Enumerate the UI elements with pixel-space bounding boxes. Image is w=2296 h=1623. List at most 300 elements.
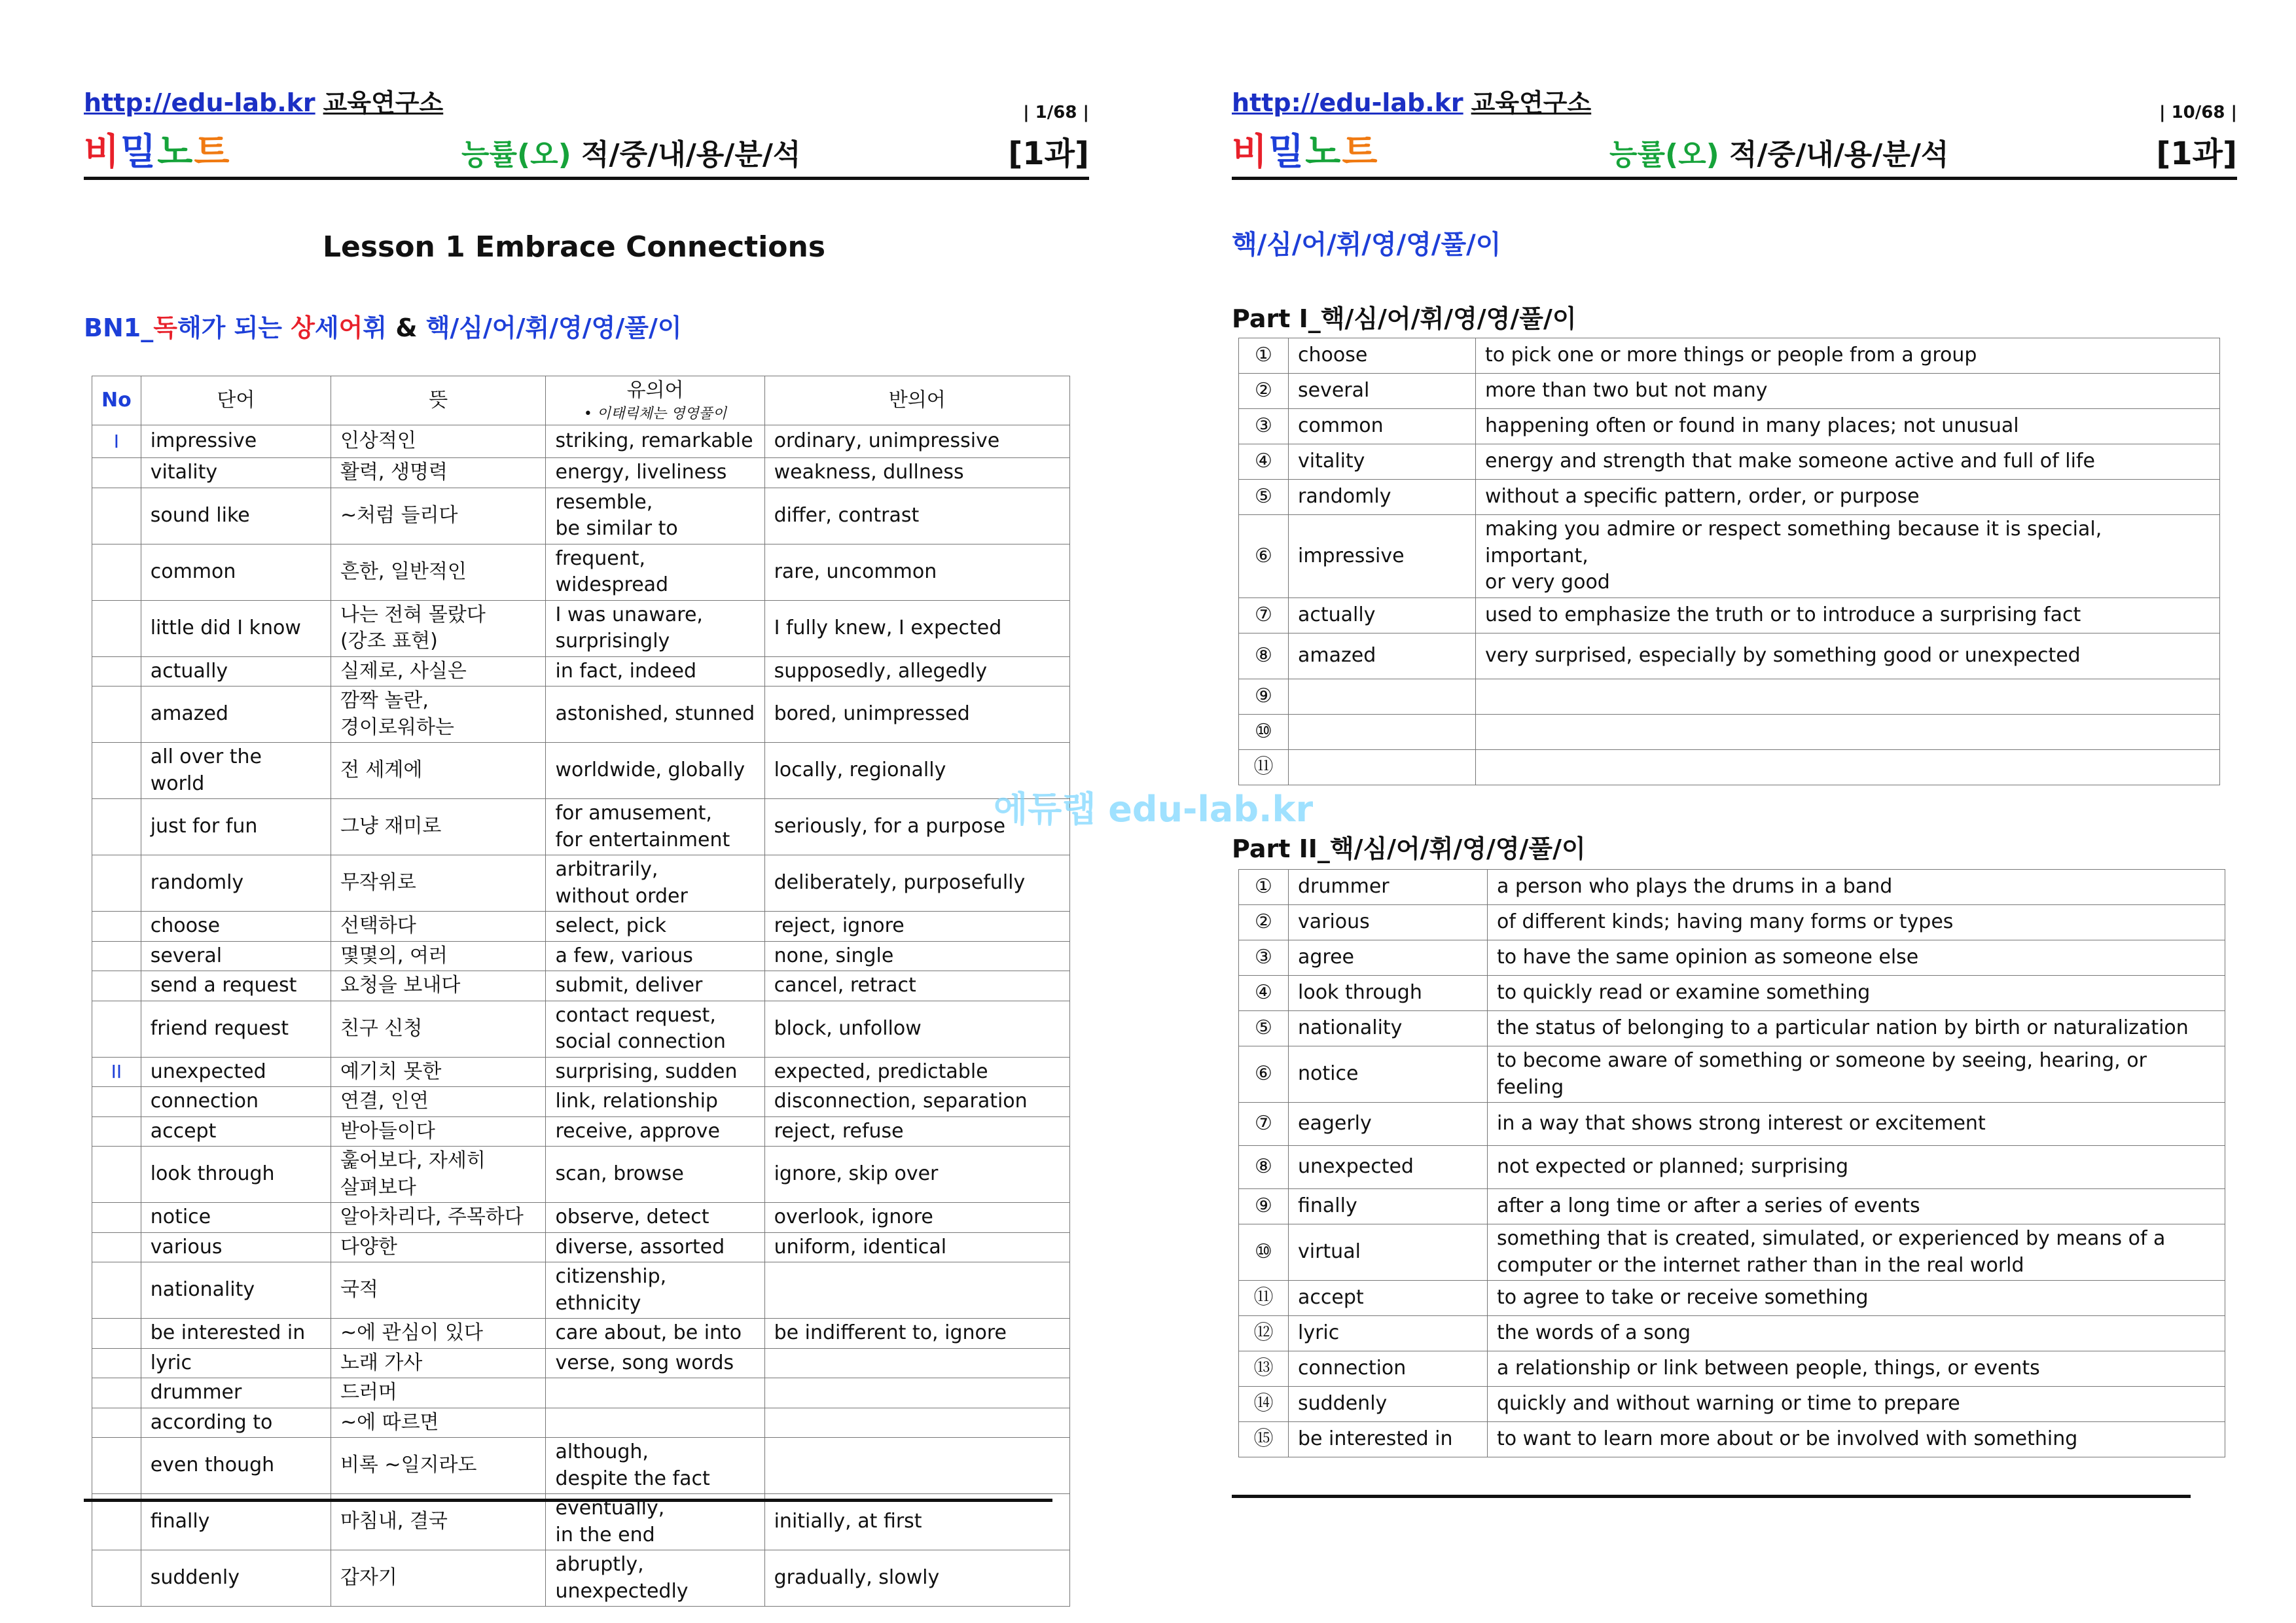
part1-definitions-table — [1238, 338, 2220, 785]
row-no — [92, 1408, 141, 1438]
brand-char: 밀 — [120, 131, 158, 173]
row-index: ⑮ — [1239, 1422, 1289, 1457]
row-index: ④ — [1239, 444, 1289, 480]
row-synonym: arbitrarily, without order — [546, 855, 764, 912]
row-word: all over the world — [141, 743, 331, 799]
table-row — [92, 488, 1070, 544]
row-no — [92, 1203, 141, 1233]
row-no — [92, 1232, 141, 1262]
header-word: 단어 — [141, 376, 331, 425]
row-synonym: frequent, widespread — [546, 544, 764, 600]
header-url-line — [1232, 82, 1591, 118]
row-definition: of different kinds; having many forms or types — [1488, 905, 2225, 940]
site-link[interactable]: http://edu-lab.kr — [1232, 88, 1463, 117]
row-no — [92, 743, 141, 799]
section-title-part: 세 — [314, 313, 339, 342]
row-antonym: uniform, identical — [764, 1232, 1069, 1262]
definition-row — [1239, 480, 2220, 515]
row-synonym: although, despite the fact — [546, 1438, 764, 1494]
row-word: finally — [141, 1494, 331, 1550]
definition-row — [1239, 1011, 2225, 1046]
row-no — [92, 1348, 141, 1378]
row-synonym: eventually, in the end — [546, 1494, 764, 1550]
header-subtitle — [1609, 131, 1948, 173]
row-definition: the words of a song — [1488, 1316, 2225, 1351]
row-index: ⑪ — [1239, 749, 1289, 785]
row-word: actually — [1289, 597, 1476, 633]
row-no — [92, 1438, 141, 1494]
subtitle-text: 적/중/내/용/분/석 — [1719, 138, 1949, 171]
row-definition: in a way that shows strong interest or excitement — [1488, 1103, 2225, 1146]
row-synonym: a few, various — [546, 941, 764, 971]
row-word: amazed — [1289, 633, 1476, 679]
brand-char: 비 — [84, 131, 121, 173]
table-row — [92, 1438, 1070, 1494]
row-word — [1289, 749, 1476, 785]
definition-row — [1239, 749, 2220, 785]
row-antonym: deliberately, purposefully — [764, 855, 1069, 912]
row-synonym: abruptly, unexpectedly — [546, 1550, 764, 1607]
row-word: connection — [141, 1087, 331, 1117]
row-definition: a relationship or link between people, things, or events — [1488, 1351, 2225, 1387]
row-synonym: striking, remarkable — [546, 425, 764, 458]
definition-row — [1239, 1422, 2225, 1457]
table-row — [92, 1057, 1070, 1087]
institute-label: 교육연구소 — [323, 88, 444, 117]
row-meaning: 마침내, 결국 — [331, 1494, 546, 1550]
row-no — [92, 1116, 141, 1147]
row-word: randomly — [141, 855, 331, 912]
row-definition: making you admire or respect something because it is special, important, or very good — [1476, 515, 2220, 598]
row-index: ⑦ — [1239, 1103, 1289, 1146]
definition-row — [1239, 1351, 2225, 1387]
definition-row — [1239, 1387, 2225, 1422]
row-word: eagerly — [1289, 1103, 1488, 1146]
header-divider — [1232, 177, 2237, 180]
row-synonym: resemble, be similar to — [546, 488, 764, 544]
row-index: ⑪ — [1239, 1281, 1289, 1316]
definition-row — [1239, 940, 2225, 976]
row-meaning: 친구 신청 — [331, 1001, 546, 1057]
definition-row — [1239, 444, 2220, 480]
row-synonym: care about, be into — [546, 1319, 764, 1349]
row-no — [92, 1147, 141, 1203]
row-index: ⑥ — [1239, 1046, 1289, 1103]
row-word: agree — [1289, 940, 1488, 976]
row-index: ② — [1239, 374, 1289, 409]
site-link[interactable]: http://edu-lab.kr — [84, 88, 315, 117]
row-synonym: scan, browse — [546, 1147, 764, 1203]
row-antonym: none, single — [764, 941, 1069, 971]
row-no — [92, 1319, 141, 1349]
row-index: ⑤ — [1239, 480, 1289, 515]
row-meaning: ~에 관심이 있다 — [331, 1319, 546, 1349]
table-row — [92, 1348, 1070, 1378]
row-antonym: differ, contrast — [764, 488, 1069, 544]
header-synonym — [546, 376, 764, 425]
row-meaning: 예기치 못한 — [331, 1057, 546, 1087]
row-index: ⑨ — [1239, 1189, 1289, 1224]
row-definition: not expected or planned; surprising — [1488, 1146, 2225, 1189]
row-no — [92, 799, 141, 855]
row-definition — [1476, 749, 2220, 785]
row-synonym: energy, liveliness — [546, 458, 764, 488]
row-index: ③ — [1239, 409, 1289, 444]
definition-row — [1239, 515, 2220, 598]
row-definition: something that is created, simulated, or experienced by means of a computer or the internet rather than in the real world — [1488, 1224, 2225, 1281]
page-number: | 1/68 | — [1023, 103, 1089, 122]
row-definition: energy and strength that make someone active and full of life — [1476, 444, 2220, 480]
definition-row — [1239, 1046, 2225, 1103]
table-row — [92, 1550, 1070, 1607]
row-word: accept — [141, 1116, 331, 1147]
row-meaning: 국적 — [331, 1262, 546, 1319]
row-index: ⑥ — [1239, 515, 1289, 598]
row-meaning: 무작위로 — [331, 855, 546, 912]
row-word: various — [1289, 905, 1488, 940]
row-no — [92, 971, 141, 1001]
row-antonym: cancel, retract — [764, 971, 1069, 1001]
table-row — [92, 687, 1070, 743]
brand-char: 트 — [1342, 131, 1379, 173]
row-definition: to pick one or more things or people from a group — [1476, 338, 2220, 374]
row-antonym: initially, at first — [764, 1494, 1069, 1550]
vocab-table — [92, 376, 1070, 1607]
row-definition: more than two but not many — [1476, 374, 2220, 409]
row-synonym: diverse, assorted — [546, 1232, 764, 1262]
row-word: lyric — [141, 1348, 331, 1378]
vocab-table-body — [92, 425, 1070, 1607]
row-word: drummer — [141, 1378, 331, 1408]
row-synonym — [546, 1408, 764, 1438]
header-synonym-note: • 이태릭체는 영영풀이 — [583, 405, 727, 422]
row-meaning: 알아차리다, 주목하다 — [331, 1203, 546, 1233]
table-row — [92, 1087, 1070, 1117]
row-word: choose — [1289, 338, 1476, 374]
section-title-part: 상 — [291, 313, 315, 342]
row-no — [92, 941, 141, 971]
row-definition: used to emphasize the truth or to introduce a surprising fact — [1476, 597, 2220, 633]
row-no: I — [92, 425, 141, 458]
row-no — [92, 458, 141, 488]
row-word: sound like — [141, 488, 331, 544]
row-word: unexpected — [141, 1057, 331, 1087]
row-word: impressive — [1289, 515, 1476, 598]
row-synonym: worldwide, globally — [546, 743, 764, 799]
row-word: vitality — [1289, 444, 1476, 480]
core-vocab-title: 핵/심/어/휘/영/영/풀/이 — [1232, 230, 1501, 260]
row-word — [1289, 679, 1476, 714]
row-antonym — [764, 1438, 1069, 1494]
row-word: be interested in — [141, 1319, 331, 1349]
row-antonym: I fully knew, I expected — [764, 600, 1069, 656]
table-row — [92, 1232, 1070, 1262]
definition-row — [1239, 1224, 2225, 1281]
row-definition: to have the same opinion as someone else — [1488, 940, 2225, 976]
row-antonym: block, unfollow — [764, 1001, 1069, 1057]
row-no — [92, 1378, 141, 1408]
row-synonym: verse, song words — [546, 1348, 764, 1378]
row-word: impressive — [141, 425, 331, 458]
part2-definitions-table — [1238, 869, 2225, 1457]
part1-title: Part I_핵/심/어/휘/영/영/풀/이 — [1232, 304, 1577, 333]
row-antonym: rare, uncommon — [764, 544, 1069, 600]
row-definition: the status of belonging to a particular nation by birth or naturalization — [1488, 1011, 2225, 1046]
row-word: be interested in — [1289, 1422, 1488, 1457]
table-row — [92, 425, 1070, 458]
definition-row — [1239, 1146, 2225, 1189]
row-word: notice — [1289, 1046, 1488, 1103]
row-meaning: 실제로, 사실은 — [331, 656, 546, 687]
row-synonym: observe, detect — [546, 1203, 764, 1233]
row-antonym — [764, 1262, 1069, 1319]
definition-row — [1239, 870, 2225, 905]
brand-char: 비 — [1232, 131, 1269, 173]
row-no — [92, 855, 141, 912]
row-synonym: link, relationship — [546, 1087, 764, 1117]
table-row — [92, 600, 1070, 656]
row-antonym: expected, predictable — [764, 1057, 1069, 1087]
row-antonym: ordinary, unimpressive — [764, 425, 1069, 458]
table-row — [92, 1408, 1070, 1438]
brand-char: 노 — [1305, 131, 1342, 173]
section-title-part: 해가 되는 — [177, 313, 291, 342]
page-number: | 10/68 | — [2159, 103, 2237, 122]
row-index: ⑬ — [1239, 1351, 1289, 1387]
section-prefix: BN1_ — [84, 313, 154, 342]
row-no — [92, 687, 141, 743]
row-definition: to agree to take or receive something — [1488, 1281, 2225, 1316]
row-meaning: 비록 ~일지라도 — [331, 1438, 546, 1494]
row-word: just for fun — [141, 799, 331, 855]
table-header-row — [92, 376, 1070, 425]
row-index: ⑩ — [1239, 1224, 1289, 1281]
row-synonym — [546, 1378, 764, 1408]
definition-row — [1239, 633, 2220, 679]
row-word: actually — [141, 656, 331, 687]
definition-row — [1239, 1189, 2225, 1224]
lesson-title: Lesson 1 Embrace Connections — [322, 230, 826, 264]
institute-label: 교육연구소 — [1471, 88, 1592, 117]
row-antonym: reject, refuse — [764, 1116, 1069, 1147]
row-meaning: 활력, 생명력 — [331, 458, 546, 488]
row-synonym: in fact, indeed — [546, 656, 764, 687]
footer-divider — [1232, 1495, 2191, 1498]
row-meaning: 인상적인 — [331, 425, 546, 458]
row-synonym: citizenship, ethnicity — [546, 1262, 764, 1319]
row-antonym: gradually, slowly — [764, 1550, 1069, 1607]
row-meaning: 선택하다 — [331, 912, 546, 942]
row-definition: very surprised, especially by something good or unexpected — [1476, 633, 2220, 679]
row-index: ⑧ — [1239, 633, 1289, 679]
row-antonym: weakness, dullness — [764, 458, 1069, 488]
header-no: No — [92, 376, 141, 425]
definition-row — [1239, 976, 2225, 1011]
row-meaning: 전 세계에 — [331, 743, 546, 799]
row-antonym: disconnection, separation — [764, 1087, 1069, 1117]
row-definition — [1476, 714, 2220, 749]
row-word: notice — [141, 1203, 331, 1233]
row-synonym: receive, approve — [546, 1116, 764, 1147]
row-word: virtual — [1289, 1224, 1488, 1281]
row-index: ③ — [1239, 940, 1289, 976]
definition-row — [1239, 905, 2225, 940]
table-row — [92, 855, 1070, 912]
row-synonym: contact request, social connection — [546, 1001, 764, 1057]
row-word: connection — [1289, 1351, 1488, 1387]
header-antonym: 반의어 — [764, 376, 1069, 425]
section-title-part: 핵/심/어/휘/영/영/풀/이 — [425, 313, 682, 342]
row-definition: a person who plays the drums in a band — [1488, 870, 2225, 905]
brand-logo — [1232, 123, 1378, 175]
header-divider — [84, 177, 1089, 180]
row-word: randomly — [1289, 480, 1476, 515]
table-row — [92, 1319, 1070, 1349]
table-row — [92, 1001, 1070, 1057]
row-no — [92, 912, 141, 942]
row-word: various — [141, 1232, 331, 1262]
brand-char: 밀 — [1268, 131, 1306, 173]
section-title-part: & — [387, 313, 426, 342]
row-index: ⑩ — [1239, 714, 1289, 749]
row-definition — [1476, 679, 2220, 714]
row-antonym: bored, unimpressed — [764, 687, 1069, 743]
header-url-line — [84, 82, 443, 118]
row-word: according to — [141, 1408, 331, 1438]
row-definition: without a specific pattern, order, or purpose — [1476, 480, 2220, 515]
row-word: vitality — [141, 458, 331, 488]
row-meaning: 갑자기 — [331, 1550, 546, 1607]
row-word: look through — [141, 1147, 331, 1203]
row-index: ⑤ — [1239, 1011, 1289, 1046]
row-word: accept — [1289, 1281, 1488, 1316]
row-meaning: 받아들이다 — [331, 1116, 546, 1147]
row-index: ① — [1239, 338, 1289, 374]
row-no — [92, 1494, 141, 1550]
table-row — [92, 1203, 1070, 1233]
definition-row — [1239, 679, 2220, 714]
row-meaning: 연결, 인연 — [331, 1087, 546, 1117]
row-no — [92, 656, 141, 687]
table-row — [92, 1147, 1070, 1203]
row-word: drummer — [1289, 870, 1488, 905]
row-meaning: 드러머 — [331, 1378, 546, 1408]
row-meaning: ~에 따르면 — [331, 1408, 546, 1438]
definition-row — [1239, 409, 2220, 444]
brand-logo — [84, 123, 230, 175]
row-word: lyric — [1289, 1316, 1488, 1351]
footer-divider — [84, 1499, 1052, 1502]
table-row — [92, 1494, 1070, 1550]
definition-row — [1239, 374, 2220, 409]
row-meaning: ~처럼 들리다 — [331, 488, 546, 544]
row-no — [92, 1550, 141, 1607]
row-no — [92, 1001, 141, 1057]
lesson-badge: [1과] — [1008, 135, 1089, 172]
row-definition: to become aware of something or someone by seeing, hearing, or feeling — [1488, 1046, 2225, 1103]
section-title-part: 독 — [153, 313, 177, 342]
subtitle-text: 적/중/내/용/분/석 — [571, 138, 801, 171]
lesson-badge: [1과] — [2156, 135, 2237, 172]
row-meaning: 노래 가사 — [331, 1348, 546, 1378]
definition-row — [1239, 1103, 2225, 1146]
row-index: ⑭ — [1239, 1387, 1289, 1422]
row-word: common — [141, 544, 331, 600]
row-definition: quickly and without warning or time to prepare — [1488, 1387, 2225, 1422]
table-row — [92, 458, 1070, 488]
row-antonym — [764, 1378, 1069, 1408]
row-index: ④ — [1239, 976, 1289, 1011]
row-meaning: 흔한, 일반적인 — [331, 544, 546, 600]
row-word — [1289, 714, 1476, 749]
row-antonym: seriously, for a purpose — [764, 799, 1069, 855]
row-word: nationality — [1289, 1011, 1488, 1046]
header-synonym-label: 유의어 — [626, 379, 684, 402]
row-definition: to want to learn more about or be involved with something — [1488, 1422, 2225, 1457]
definition-row — [1239, 1316, 2225, 1351]
row-definition: after a long time or after a series of events — [1488, 1189, 2225, 1224]
table-row — [92, 941, 1070, 971]
table-row — [92, 743, 1070, 799]
definition-row — [1239, 338, 2220, 374]
row-synonym: select, pick — [546, 912, 764, 942]
row-index: ⑨ — [1239, 679, 1289, 714]
part2-title: Part II_핵/심/어/휘/영/영/풀/이 — [1232, 834, 1586, 863]
row-no — [92, 600, 141, 656]
row-synonym: for amusement, for entertainment — [546, 799, 764, 855]
row-index: ⑫ — [1239, 1316, 1289, 1351]
row-word: nationality — [141, 1262, 331, 1319]
section-title — [84, 308, 682, 344]
row-antonym: ignore, skip over — [764, 1147, 1069, 1203]
row-no — [92, 1262, 141, 1319]
header-meaning: 뜻 — [331, 376, 546, 425]
section-title-part: 어 — [338, 313, 363, 342]
row-word: finally — [1289, 1189, 1488, 1224]
watermark: 에듀랩 edu-lab.kr — [994, 789, 1314, 830]
row-word: little did I know — [141, 600, 331, 656]
row-antonym: overlook, ignore — [764, 1203, 1069, 1233]
header-subtitle — [461, 131, 800, 173]
row-antonym — [764, 1348, 1069, 1378]
row-word: unexpected — [1289, 1146, 1488, 1189]
row-synonym: astonished, stunned — [546, 687, 764, 743]
row-no — [92, 488, 141, 544]
table-row — [92, 912, 1070, 942]
row-synonym: I was unaware, surprisingly — [546, 600, 764, 656]
row-synonym: submit, deliver — [546, 971, 764, 1001]
table-row — [92, 656, 1070, 687]
definition-row — [1239, 1281, 2225, 1316]
textbook-name: 능률(오) — [461, 138, 571, 171]
row-no — [92, 544, 141, 600]
row-synonym: surprising, sudden — [546, 1057, 764, 1087]
row-word: suddenly — [1289, 1387, 1488, 1422]
row-word: several — [141, 941, 331, 971]
brand-char: 트 — [194, 131, 231, 173]
row-no: II — [92, 1057, 141, 1087]
table-row — [92, 544, 1070, 600]
row-word: even though — [141, 1438, 331, 1494]
row-word: amazed — [141, 687, 331, 743]
row-index: ⑦ — [1239, 597, 1289, 633]
row-meaning: 몇몇의, 여러 — [331, 941, 546, 971]
row-index: ① — [1239, 870, 1289, 905]
row-meaning: 나는 전혀 몰랐다 (강조 표현) — [331, 600, 546, 656]
row-word: several — [1289, 374, 1476, 409]
section-title-part: 휘 — [363, 313, 387, 342]
brand-char: 노 — [157, 131, 194, 173]
